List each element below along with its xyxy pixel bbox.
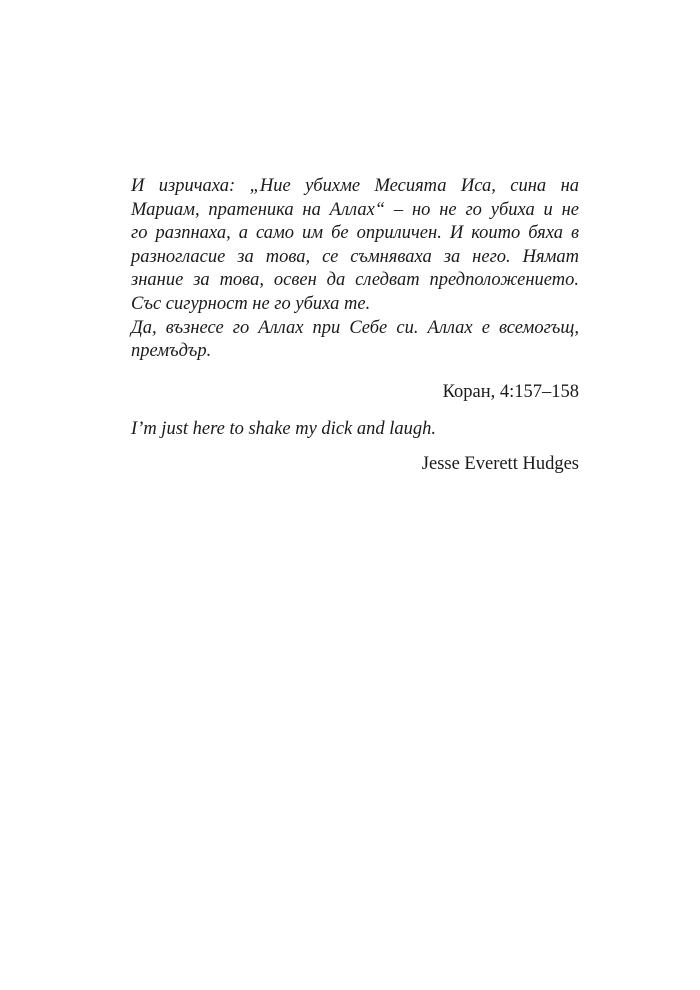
epigraph-quran [131,175,579,404]
quote-line: го разпнаха, а само им бе оприличен. И които бяха в [131,223,579,244]
quote-line: Със сигурност не го убиха те. [131,293,371,314]
quote-line: И изричаха: „Ние убихме Месията Иса, сина на [131,176,579,196]
epigraph-attribution: Jesse Everett Hudges [421,453,579,474]
quote-line: Да, възнесе го Аллах при Себе си. Аллах е всемогъщ, [131,317,579,338]
epigraph-paragraph [131,418,579,442]
quote-line: знание за това, освен да следват предположението. [131,270,579,291]
epigraph-paragraph [131,175,579,317]
quote-line: разногласие за това, се съмняваха за него. Нямат [131,246,579,267]
epigraph-paragraph [131,317,579,364]
epigraph-hudges [131,418,579,476]
epigraph-attribution: Коран, 4:157–158 [442,381,579,402]
quote-line: премъдър. [131,341,212,362]
quote-line: I’m just here to shake my dick and laugh. [131,419,437,439]
quote-line: Мариам, пратеника на Аллах“ – но не го убиха и не [131,199,579,220]
